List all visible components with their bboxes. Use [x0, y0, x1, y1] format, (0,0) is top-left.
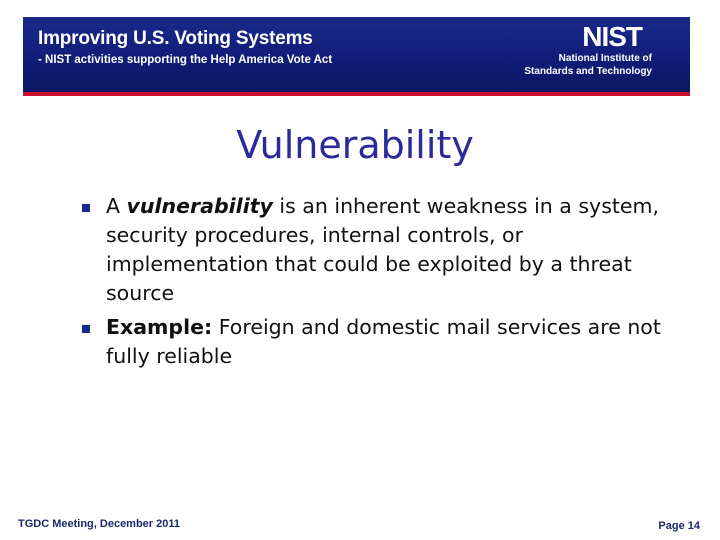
org-line-1: National Institute of	[558, 53, 652, 64]
org-line-2: Standards and Technology	[524, 66, 652, 77]
bullet-prefix: A	[106, 194, 127, 218]
square-bullet-icon	[82, 204, 90, 212]
banner-subtitle: - NIST activities supporting the Help America Vote Act	[38, 54, 333, 66]
nist-org-name	[524, 52, 652, 78]
bullet-text: is an inherent weakness in a system, security procedures, internal controls, or implementation that could be exploited by a threat source	[106, 194, 660, 305]
nist-logo: NIST	[582, 21, 642, 52]
footer-page-number: Page 14	[658, 520, 700, 532]
banner-accent-stripe	[23, 92, 690, 96]
bullet-label: Example:	[106, 315, 213, 339]
slide-title: Vulnerability	[236, 123, 474, 167]
bullet-list	[80, 192, 690, 376]
bullet-emphasis: vulnerability	[126, 194, 273, 218]
bullet-item	[80, 192, 690, 308]
banner-title: Improving U.S. Voting Systems	[38, 28, 313, 49]
bullet-text: Foreign and domestic mail services are not fully reliable	[106, 315, 661, 368]
square-bullet-icon	[82, 325, 90, 333]
header-banner	[23, 17, 690, 96]
bullet-item	[80, 313, 690, 371]
footer-meeting: TGDC Meeting, December 2011	[18, 518, 181, 530]
